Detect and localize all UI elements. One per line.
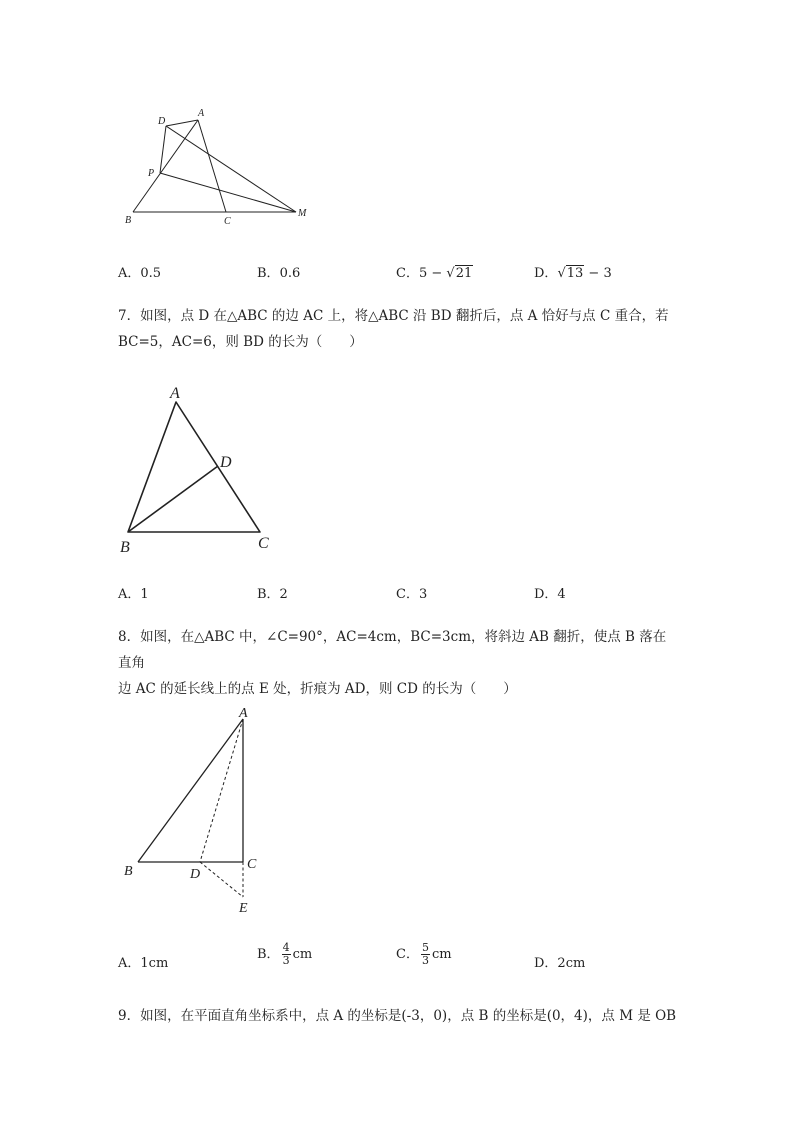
label-a: A [170, 385, 180, 402]
figure-q7 [112, 378, 282, 558]
label-d: D [190, 867, 201, 882]
option-d[interactable]: D．2cm [534, 956, 586, 971]
triangle-abc [128, 402, 260, 532]
question-9-line1: 9．如图，在平面直角坐标系中，点 A 的坐标是(-3，0)，点 B 的坐标是(0，4)，点 M 是 OB [118, 1008, 677, 1024]
label-a: A [198, 108, 205, 119]
question-8 [118, 624, 678, 702]
option-b[interactable]: B．0.6 [257, 266, 301, 281]
option-d[interactable]: D．√13 − 3 [534, 266, 612, 281]
label-e: E [239, 901, 248, 916]
question-7-line2: BC=5，AC=6，则 BD 的长为（ ） [118, 334, 363, 350]
question-7-line1: 7．如图，点 D 在△ABC 的边 AC 上，将△ABC 沿 BD 翻折后，点 A 恰好与点 C 重合，若 [118, 308, 669, 324]
label-b: B [124, 864, 133, 879]
label-a: A [239, 706, 248, 721]
option-c[interactable]: C． $\frac{5}{3}$ cm [396, 941, 452, 967]
option-a[interactable]: A．1 [118, 587, 149, 602]
option-d[interactable]: D．4 [534, 587, 566, 602]
label-d: D [158, 116, 166, 127]
option-c[interactable]: C．5 − √21 [396, 266, 473, 281]
fraction-5-3: $\frac{5}{3}$ [421, 941, 429, 967]
figure-q8 [118, 700, 278, 920]
question-8-line1: 8．如图，在△ABC 中，∠C=90°，AC=4cm，BC=3cm，将斜边 AB 翻折，使点 B 落在直角 [118, 629, 667, 671]
question-9 [118, 1003, 678, 1029]
label-d: D [220, 454, 232, 471]
segment-ad [200, 719, 243, 862]
segment-ac [198, 120, 226, 212]
segment-dm [166, 126, 296, 212]
label-c: C [224, 216, 231, 227]
question-8-line2: 边 AC 的延长线上的点 E 处，折痕为 AD，则 CD 的长为（ ） [118, 681, 517, 697]
option-a[interactable]: A．0.5 [118, 266, 162, 281]
segment-bd [128, 466, 218, 532]
label-b: B [125, 215, 132, 226]
label-c: C [247, 857, 257, 872]
question-7 [118, 303, 678, 355]
label-m: M [298, 208, 307, 219]
segment-da [166, 120, 198, 126]
figure-q6 [120, 104, 320, 229]
segment-de [200, 862, 243, 897]
label-b: B [120, 539, 130, 556]
option-a[interactable]: A．1cm [118, 956, 169, 971]
label-c: C [258, 535, 269, 552]
option-b[interactable]: B．2 [257, 587, 288, 602]
label-p: P [148, 168, 155, 179]
option-b[interactable]: B． $\frac{4}{3}$ cm [257, 941, 313, 967]
fraction-4-3: $\frac{4}{3}$ [282, 941, 290, 967]
option-c[interactable]: C．3 [396, 587, 428, 602]
segment-ab [138, 719, 243, 862]
segment-pm [160, 173, 296, 212]
